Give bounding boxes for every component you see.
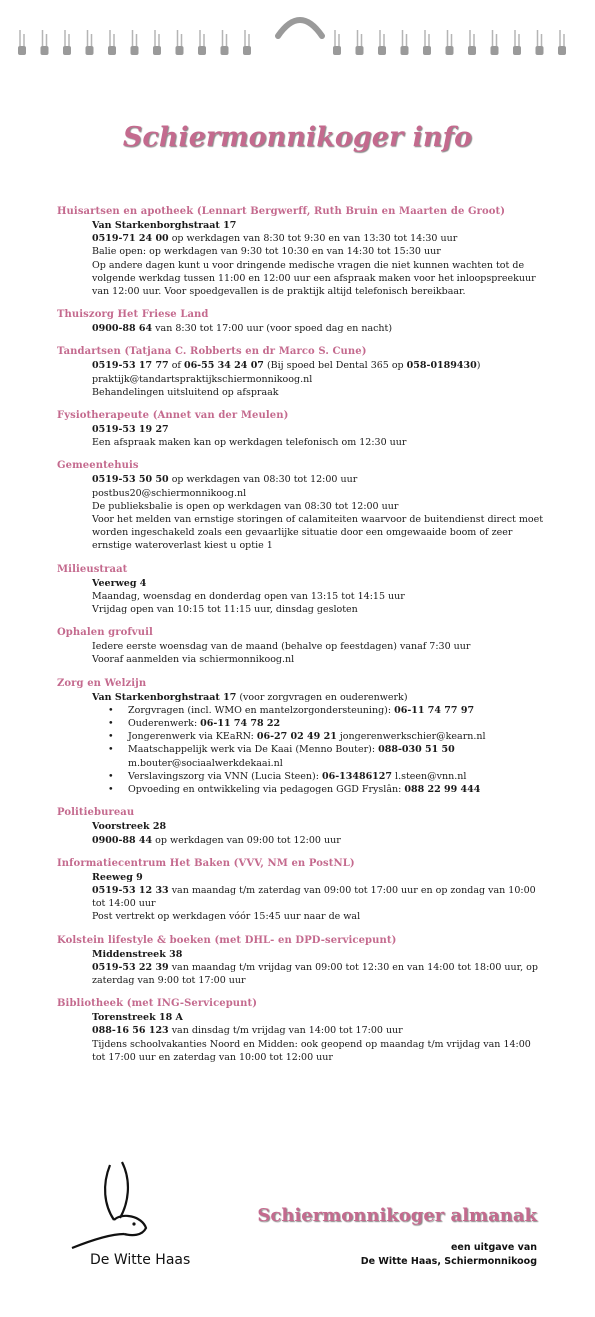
info-line	[92, 1038, 547, 1064]
line-text: Opvoeding en ontwikkeling via pedagogen GGD Fryslân:	[128, 784, 405, 796]
line-text: van maandag t/m zaterdag van 09:00 tot 17:00 uur en op zondag van 10:00 tot 14:00 uur	[92, 884, 536, 910]
address: Middenstreek 38	[92, 948, 183, 960]
info-section	[57, 934, 547, 988]
phone-number: 0519-53 12 33	[92, 884, 169, 896]
info-line	[92, 473, 547, 486]
line-text: Zorgvragen (incl. WMO en mantelzorgondersteuning):	[128, 704, 395, 716]
line-text: of	[168, 360, 184, 372]
section-body	[57, 423, 547, 449]
phone-number: 088 22 99 444	[404, 784, 481, 796]
line-text: postbus20@schiermonnikoog.nl	[92, 487, 247, 499]
binding-ring	[378, 30, 386, 55]
footer	[0, 1160, 595, 1280]
info-line	[92, 232, 547, 245]
info-line	[92, 259, 547, 299]
list-item	[126, 770, 547, 783]
info-section	[57, 409, 547, 449]
info-line	[92, 423, 547, 436]
info-line	[92, 245, 547, 258]
info-line	[92, 884, 547, 910]
section-body	[57, 871, 547, 924]
section-heading: Ophalen grofvuil	[57, 627, 153, 639]
info-section	[57, 626, 547, 666]
phone-number: 0519-53 19 27	[92, 424, 169, 436]
section-heading: Thuiszorg Het Friese Land	[57, 309, 209, 321]
binding-ring	[513, 30, 521, 55]
address-line	[92, 219, 547, 232]
binding-ring	[243, 30, 251, 55]
phone-number: 0519-53 17 77	[92, 360, 169, 372]
logo-text: De Witte Haas	[90, 1252, 191, 1268]
phone-number: 0519-53 50 50	[92, 474, 169, 486]
info-line	[92, 910, 547, 923]
line-text: op werkdagen van 8:30 tot 9:30 en van 13:30 tot 14:30 uur	[168, 233, 458, 245]
line-text: )	[476, 360, 481, 372]
binding-ring	[63, 30, 71, 55]
section-body	[57, 820, 547, 846]
list-item	[126, 704, 547, 717]
info-line	[92, 322, 547, 335]
line-text: Maatschappelijk werk via De Kaai (Menno Bouter):	[128, 744, 379, 756]
binding-ring	[558, 30, 566, 55]
page-title: Schiermonnikoger info	[122, 122, 473, 153]
section-heading: Zorg en Welzijn	[57, 677, 147, 689]
section-heading: Huisartsen en apotheek (Lennart Bergwerff, Ruth Bruin en Maarten de Groot)	[57, 206, 506, 217]
address-line	[92, 1011, 547, 1024]
info-line	[92, 603, 547, 616]
phone-number: 06-55 34 24 07	[183, 360, 264, 372]
line-text: van dinsdag t/m vrijdag van 14:00 tot 17:00 uur	[168, 1025, 403, 1037]
binding-ring	[536, 30, 544, 55]
info-line	[92, 373, 547, 386]
info-section	[57, 345, 547, 399]
binding-ring	[108, 30, 116, 55]
info-line	[92, 1024, 547, 1037]
line-text: m.bouter@sociaalwerkdekaai.nl	[128, 757, 283, 769]
section-body	[57, 359, 547, 399]
info-section	[57, 308, 547, 335]
info-line	[92, 513, 547, 553]
line-text: Verslavingszorg via VNN (Lucia Steen):	[128, 770, 322, 782]
list-item	[126, 783, 547, 796]
address-line	[92, 577, 547, 590]
info-line	[92, 500, 547, 513]
section-heading: Kolstein lifestyle & boeken (met DHL- en DPD-servicepunt)	[57, 934, 397, 946]
info-section	[57, 459, 547, 552]
binding-ring	[356, 30, 364, 55]
address-line	[92, 871, 547, 884]
list-item	[126, 743, 547, 769]
phone-number: 058-0189430	[406, 360, 477, 372]
line-text: Voor het melden van ernstige storingen of calamiteiten waarvoor de buitendienst direct moet worden ingeschakeld zoals een gevaarlijke situatie door een omgewaaide boom of zeer ernstige wateroverlast kiest u optie 1	[92, 514, 544, 552]
address: Reeweg 9	[92, 871, 143, 883]
section-heading: Informatiecentrum Het Baken (VVV, NM en PostNL)	[57, 857, 355, 869]
binding-ring	[446, 30, 454, 55]
hare-icon	[62, 1160, 182, 1250]
info-line	[92, 386, 547, 399]
phone-number: 0519-71 24 00	[92, 233, 169, 245]
phone-number: 06-11 74 77 97	[394, 704, 475, 716]
binding-ring	[131, 30, 139, 55]
info-line	[92, 590, 547, 603]
address-line	[92, 820, 547, 833]
address: Torenstreek 18 A	[92, 1012, 183, 1024]
almanak-title: Schiermonnikoger almanak	[257, 1205, 537, 1226]
info-section	[57, 857, 547, 924]
line-text: Vrijdag open van 10:15 tot 11:15 uur, dinsdag gesloten	[92, 604, 358, 616]
phone-number: 06-27 02 49 21	[256, 731, 337, 743]
binding-ring	[468, 30, 476, 55]
line-text: Een afspraak maken kan op werkdagen telefonisch om 12:30 uur	[92, 437, 407, 449]
service-list	[92, 704, 547, 796]
publisher-label: een uitgave van	[450, 1242, 537, 1253]
line-text: Ouderenwerk:	[128, 718, 201, 730]
section-body	[57, 948, 547, 988]
section-heading: Tandartsen (Tatjana C. Robberts en dr Marco S. Cune)	[57, 346, 367, 358]
line-text: Jongerenwerk via KEaRN:	[128, 731, 257, 743]
binding-ring	[491, 30, 499, 55]
binding-ring	[423, 30, 431, 55]
binding-ring	[153, 30, 161, 55]
binding-ring	[198, 30, 206, 55]
phone-number: 088-030 51 50	[378, 744, 455, 756]
info-section	[57, 677, 547, 797]
binding-ring	[333, 30, 341, 55]
binding-ring	[41, 30, 49, 55]
binding-ring	[86, 30, 94, 55]
info-line	[92, 834, 547, 847]
info-section	[57, 997, 547, 1064]
line-text: Balie open: op werkdagen van 9:30 tot 10:30 en van 14:30 tot 15:30 uur	[92, 246, 441, 258]
address: Veerweg 4	[92, 577, 147, 589]
address: Van Starkenborghstraat 17	[92, 691, 237, 703]
line-text: op werkdagen van 09:00 tot 12:00 uur	[152, 834, 341, 846]
section-heading: Milieustraat	[57, 563, 128, 575]
info-section	[57, 205, 547, 298]
line-text: van maandag t/m vrijdag van 09:00 tot 12:30 en van 14:00 tot 18:00 uur, op zaterdag van 9:00 tot 17:00 uur	[92, 961, 538, 986]
line-text: Maandag, woensdag en donderdag open van 13:15 tot 14:15 uur	[92, 590, 405, 602]
line-text: (Bij spoed bel Dental 365 op	[263, 360, 407, 372]
line-text: op werkdagen van 08:30 tot 12:00 uur	[168, 474, 358, 486]
list-item	[126, 730, 547, 743]
section-body	[57, 691, 547, 797]
calendar-binding	[0, 0, 595, 70]
line-text: l.steen@vnn.nl	[392, 770, 467, 782]
phone-number: 0519-53 22 39	[92, 961, 169, 973]
info-section	[57, 563, 547, 617]
info-list	[57, 205, 547, 1074]
phone-number: 06-13486127	[321, 770, 393, 782]
section-body	[57, 322, 547, 335]
address-line	[92, 691, 547, 704]
hanger-hook	[278, 20, 322, 36]
line-text: van 8:30 tot 17:00 uur (voor spoed dag en nacht)	[152, 323, 393, 335]
phone-number: 088-16 56 123	[92, 1025, 169, 1037]
section-body	[57, 640, 547, 666]
binding-ring	[176, 30, 184, 55]
phone-number: 0900-88 44	[92, 834, 153, 846]
info-line	[92, 487, 547, 500]
line-text: jongerenwerkschier@kearn.nl	[336, 731, 486, 743]
phone-number: 0900-88 64	[92, 323, 153, 335]
address-note: (voor zorgvragen en ouderenwerk)	[236, 691, 408, 703]
line-text: Tijdens schoolvakanties Noord en Midden: ook geopend op maandag t/m vrijdag van 14:00 tot 17:00 uur en zaterdag van 10:00 tot 12:00 uur	[92, 1038, 531, 1063]
phone-number: 06-11 74 78 22	[200, 718, 281, 730]
address-line	[92, 948, 547, 961]
info-line	[92, 961, 547, 987]
line-text: Op andere dagen kunt u voor dringende medische vragen die niet kunnen wachten tot de volgende werkdag tussen 11:00 en 12:00 uur een afspraak maken voor het inloopspreekuur van 12:00 uur. Voor spoedgevallen is de praktijk altijd telefonisch bereikbaar.	[92, 259, 536, 298]
info-line	[92, 653, 547, 666]
line-text: Behandelingen uitsluitend op afspraak	[92, 386, 279, 398]
line-text: De publieksbalie is open op werkdagen van 08:30 tot 12:00 uur	[92, 500, 399, 512]
address: Voorstreek 28	[92, 821, 167, 833]
section-heading: Gemeentehuis	[57, 460, 139, 472]
publisher-name: De Witte Haas, Schiermonnikoog	[360, 1256, 537, 1267]
list-item	[126, 717, 547, 730]
section-body	[57, 473, 547, 552]
section-heading: Politiebureau	[57, 807, 135, 819]
binding-ring	[221, 30, 229, 55]
binding-ring	[401, 30, 409, 55]
info-line	[92, 436, 547, 449]
info-line	[92, 640, 547, 653]
line-text: Vooraf aanmelden via schiermonnikoog.nl	[92, 654, 295, 666]
section-body	[57, 1011, 547, 1064]
section-body	[57, 219, 547, 298]
section-heading: Bibliotheek (met ING-Servicepunt)	[57, 998, 258, 1010]
binding-ring	[18, 30, 26, 55]
line-text: praktijk@tandartspraktijkschiermonnikoog.nl	[92, 373, 313, 385]
info-section	[57, 806, 547, 846]
info-line	[92, 359, 547, 372]
section-body	[57, 577, 547, 617]
section-heading: Fysiotherapeute (Annet van der Meulen)	[57, 410, 289, 422]
line-text: Post vertrekt op werkdagen vóór 15:45 uur naar de wal	[92, 911, 361, 923]
address: Van Starkenborghstraat 17	[92, 220, 237, 231]
line-text: Iedere eerste woensdag van de maand (behalve op feestdagen) vanaf 7:30 uur	[92, 641, 471, 653]
